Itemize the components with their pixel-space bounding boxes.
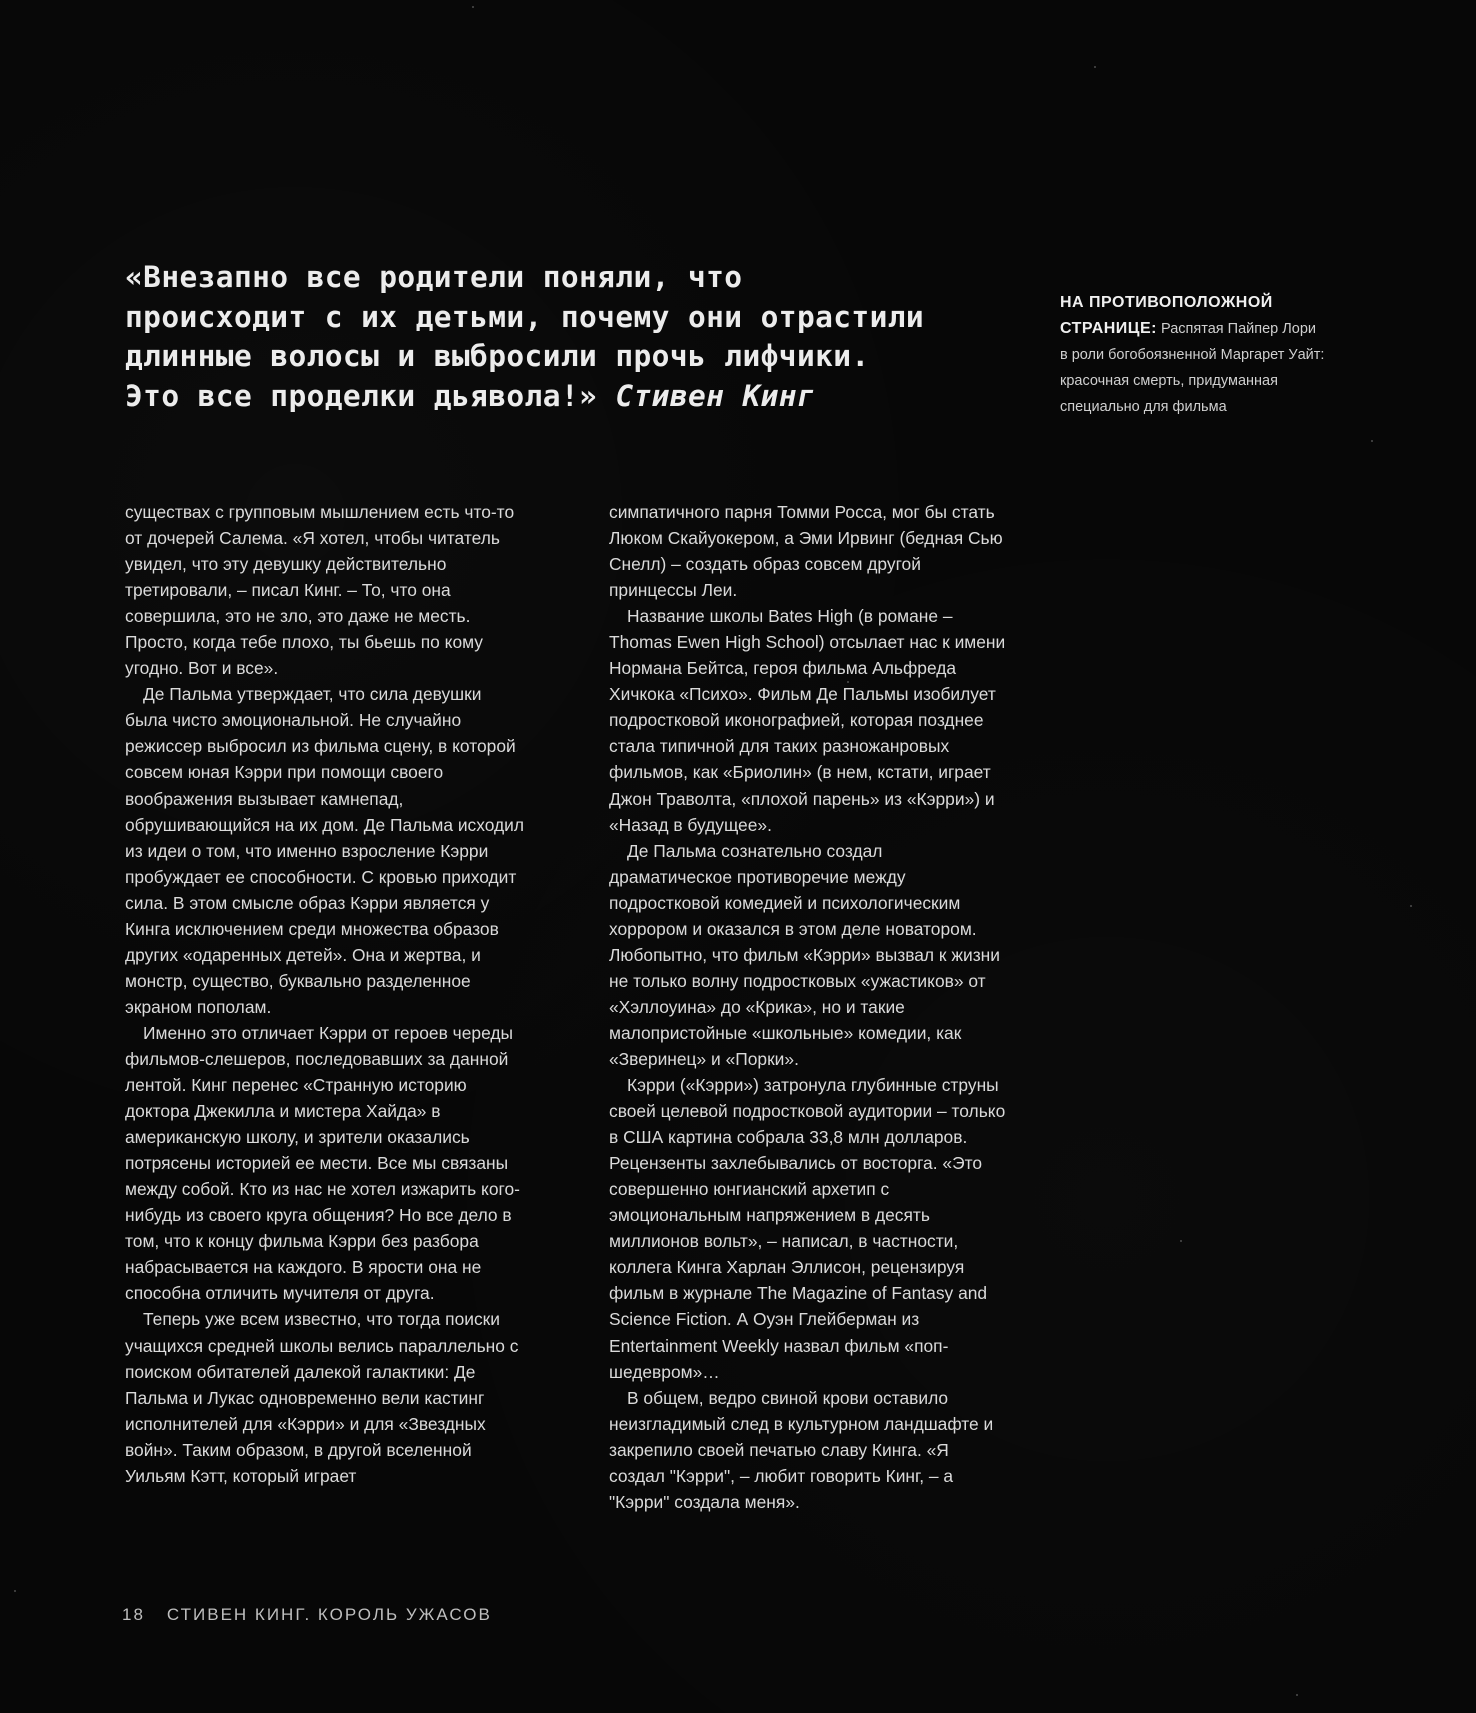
running-title: СТИВЕН КИНГ. КОРОЛЬ УЖАСОВ [166, 1605, 492, 1624]
body-paragraph: Название школы Bates High (в романе – Thomas Ewen High School) отсылает нас к имени Нормана Бейтса, героя фильма Альфреда Хичкока «Психо». Фильм Де Пальмы изобилует подростковой иконографией, которая позднее стала типичной для таких разножанровых фильмов, как «Бриолин» (в нем, кстати, играет Джон Траволта, «плохой парень» из «Кэрри») и «Назад в будущее». [609, 606, 1006, 835]
body-paragraph: Де Пальма утверждает, что сила девушки была чисто эмоциональной. Не случайно режиссер выбросил из фильма сцену, в которой совсем юная Кэрри при помощи своего воображения вызывает камнепад, обрушивающийся на их дом. Де Пальма исходил из идеи о том, что именно взросление Кэрри пробуждает ее способности. С кровью приходит сила. В этом смысле образ Кэрри является у Кинга исключением среди множества образов других «одаренных детей». Она и жертва, и монстр, существо, буквально разделенное экраном пополам. [125, 684, 525, 1017]
dust-speck [14, 1590, 16, 1592]
caption-text: Распятая Пайпер Лори в роли богобоязненной Маргарет Уайт: красочная смерть, придуманная специально для фильма [1060, 321, 1325, 415]
body-paragraph: существах с групповым мышлением есть что-то от дочерей Салема. «Я хотел, чтобы читатель увидел, что эту девушку действительно третировали, – писал Кинг. – То, что она совершила, это не зло, это даже не месть. Просто, когда тебе плохо, ты бьешь по кому угодно. Вот и все». [125, 502, 515, 679]
body-paragraph: Теперь уже всем известно, что тогда поиски учащихся средней школы велись параллельно с поиском обитателей далекой галактики: Де Пальма и Лукас одновременно вели кастинг исполнителей для «Кэрри» и для «Звездных войн». Таким образом, в другой вселенной Уильям Кэтт, который играет [125, 1309, 519, 1486]
dust-speck [1094, 66, 1096, 68]
pull-quote-author: Стивен Кинг [615, 378, 816, 413]
caption-label: НА ПРОТИВОПОЛОЖНОЙ СТРАНИЦЕ: [1060, 294, 1273, 337]
body-paragraph: симпатичного парня Томми Росса, мог бы стать Люком Скайуокером, а Эми Ирвинг (бедная Сью Снелл) – создать образ совсем другой принцессы Леи. [609, 502, 1003, 601]
body-paragraph: Де Пальма сознательно создал драматическое противоречие между подростковой комедией и психологическим хоррором и оказался в этом деле новатором. Любопытно, что фильм «Кэрри» вызвал к жизни не только волну подростковых «ужастиков» от «Хэллоуина» до «Крика», но и такие малопристойные «школьные» комедии, как «Зверинец» и «Порки». [609, 840, 1000, 1069]
dust-speck [472, 6, 474, 8]
text-column-left [125, 499, 525, 1489]
pull-quote-text: «Внезапно все родители поняли, что происходит с их детьми, почему они отрастили длинные волосы и выбросили прочь лифчики. Это все проделки дьявола!» [125, 260, 925, 413]
text-column-right [609, 499, 1009, 1515]
dust-speck [1296, 1694, 1298, 1696]
pull-quote [125, 258, 925, 416]
page-footer [122, 1605, 492, 1625]
body-paragraph: В общем, ведро свиной крови оставило неизгладимый след в культурном ландшафте и закрепило своей печатью славу Кинга. «Я создал "Кэрри", – любит говорить Кинг, – а "Кэрри" создала меня». [609, 1387, 994, 1512]
dust-speck [1180, 1240, 1182, 1242]
body-paragraph: Именно это отличает Кэрри от героев череды фильмов-слешеров, последовавших за данной лентой. Кинг перенес «Странную историю доктора Джекилла и мистера Хайда» в американскую школу, и зрители оказались потрясены историей ее мести. Все мы связаны между собой. Кто из нас не хотел изжарить кого-нибудь из своего круга общения? Но все дело в том, что к концу фильма Кэрри без разбора набрасывается на каждого. В ярости она не способна отличить мучителя от друга. [125, 1022, 520, 1304]
body-paragraph: Кэрри («Кэрри») затронула глубинные струны своей целевой подростковой аудитории – только в США картина собрала 33,8 млн долларов. Рецензенты захлебывались от восторга. «Это совершенно юнгианский архетип с эмоциональным напряжением в десять миллионов вольт», – написал, в частности, коллега Кинга Харлан Эллисон, рецензируя фильм в журнале The Magazine of Fantasy and Science Fiction. А Оуэн Глейберман из Entertainment Weekly назвал фильм «поп-шедевром»… [609, 1075, 1006, 1382]
photo-caption [1060, 290, 1325, 420]
page-number: 18 [122, 1605, 145, 1624]
dust-speck [1410, 905, 1412, 907]
dust-speck [1371, 440, 1373, 442]
